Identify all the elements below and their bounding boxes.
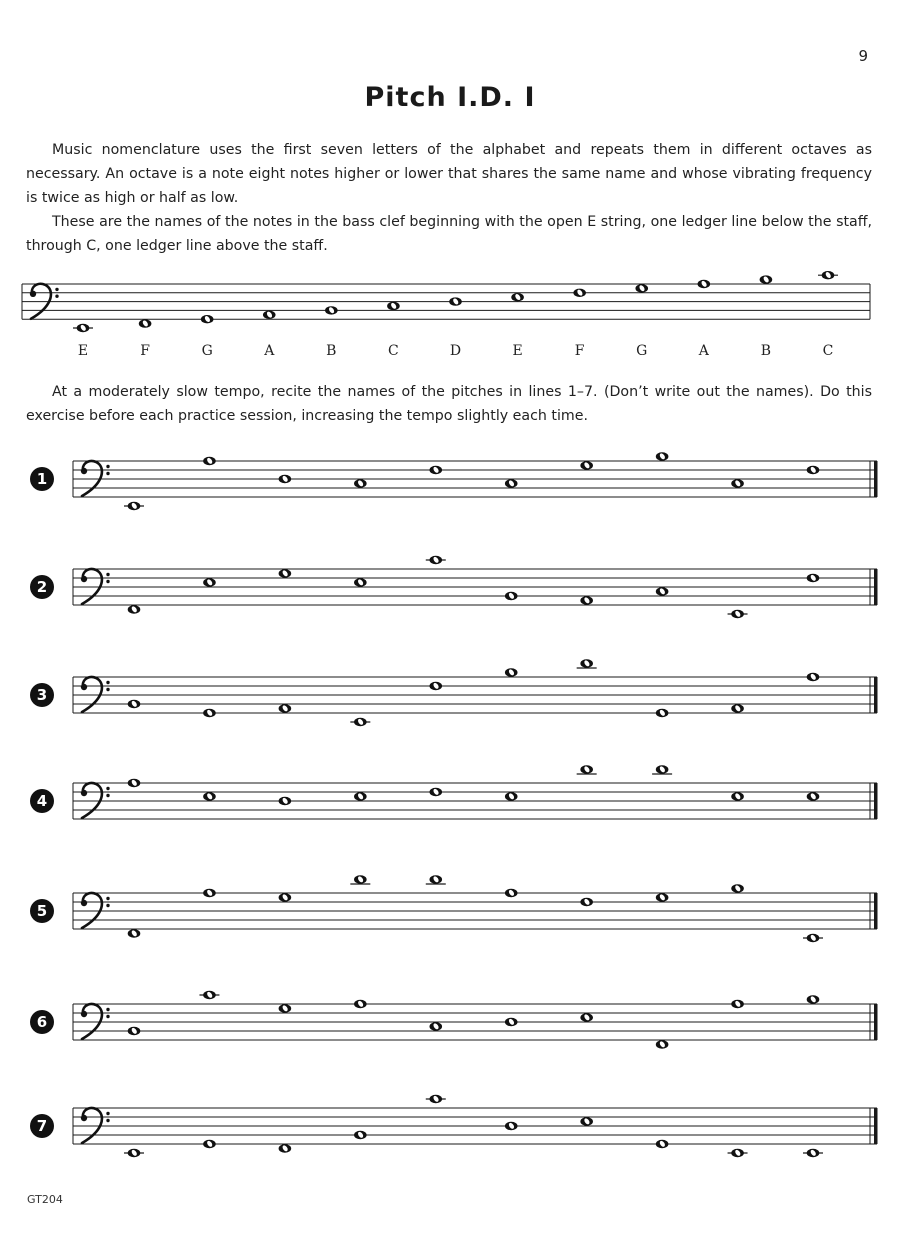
intro-paragraph-1: Music nomenclature uses the first seven letters of the alphabet and repeats them in different octaves as necessary. An octave is a note eight notes higher or lower that shares the same name and whose vibrating frequency is twice as high or half as low. xyxy=(26,142,872,206)
whole-note xyxy=(807,673,820,681)
whole-note xyxy=(656,1140,669,1148)
whole-note xyxy=(818,271,838,279)
whole-note xyxy=(279,1004,292,1012)
intro-paragraph-2: These are the names of the notes in the bass clef beginning with the open E string, one ledger line below the staff, through C, one ledger line above the staff. xyxy=(26,214,872,254)
footer-code: GT204 xyxy=(27,1193,63,1206)
final-barline-thick xyxy=(874,677,878,713)
note-name-label: C xyxy=(388,343,399,360)
line-number-badge xyxy=(30,683,54,707)
whole-note xyxy=(128,1027,141,1035)
line-number: 7 xyxy=(36,1117,48,1135)
whole-note xyxy=(577,659,597,668)
whole-note xyxy=(201,315,214,323)
final-barline-thick xyxy=(874,569,878,605)
whole-note xyxy=(354,578,367,586)
exercise-line-5 xyxy=(0,872,900,962)
whole-note xyxy=(279,704,292,712)
whole-note xyxy=(728,610,748,618)
note-name-label: G xyxy=(636,343,648,360)
whole-note xyxy=(350,875,370,884)
note-name-label: A xyxy=(264,343,275,360)
note-name-label: B xyxy=(326,343,337,360)
final-barline-thick xyxy=(874,893,878,929)
line-number: 2 xyxy=(36,578,48,596)
note-name-label: G xyxy=(201,343,213,360)
exercise-line-6 xyxy=(0,983,900,1073)
note-name-label: E xyxy=(77,343,89,360)
whole-note xyxy=(124,1149,144,1157)
whole-note xyxy=(580,596,593,604)
line-number-badge xyxy=(30,789,54,813)
line-number: 6 xyxy=(36,1013,48,1031)
whole-note xyxy=(807,792,820,800)
line-number-badge xyxy=(30,899,54,923)
whole-note xyxy=(325,306,338,314)
whole-note xyxy=(577,765,597,774)
whole-note xyxy=(580,461,593,469)
whole-note xyxy=(203,1140,216,1148)
whole-note xyxy=(354,1000,367,1008)
bass-clef-icon xyxy=(81,893,110,928)
staff xyxy=(73,1004,878,1040)
whole-note xyxy=(656,452,669,460)
whole-note xyxy=(387,302,400,310)
staff xyxy=(73,461,878,497)
bass-clef-icon xyxy=(81,677,110,712)
staff xyxy=(73,893,878,929)
bass-clef-icon xyxy=(81,1004,110,1039)
whole-note xyxy=(731,704,744,712)
note-name-label: F xyxy=(574,343,585,360)
whole-note xyxy=(73,324,93,332)
whole-note xyxy=(731,884,744,892)
line-number-badge xyxy=(30,1010,54,1034)
note-name-label: F xyxy=(140,343,150,360)
whole-note xyxy=(505,668,518,676)
whole-note xyxy=(573,289,586,297)
whole-note xyxy=(203,889,216,897)
whole-note xyxy=(124,502,144,510)
exercise-line-2 xyxy=(0,548,900,638)
instructions-paragraph: At a moderately slow tempo, recite the names of the pitches in lines 1–7. (Don’t write out the names). Do this exercise before each practice session, increasing the tempo slightly each time. xyxy=(26,384,872,424)
final-barline-thick xyxy=(874,1004,878,1040)
whole-note xyxy=(426,875,446,884)
whole-note xyxy=(656,1040,669,1048)
note-name-label: B xyxy=(760,343,772,360)
whole-note xyxy=(580,1013,593,1021)
whole-note xyxy=(128,929,141,937)
whole-note xyxy=(429,788,442,796)
exercise-line-4 xyxy=(0,762,900,852)
whole-note xyxy=(350,718,370,726)
note-name-label: D xyxy=(449,343,462,360)
staff xyxy=(22,284,870,319)
line-number: 1 xyxy=(36,470,48,488)
whole-note xyxy=(505,792,518,800)
whole-note xyxy=(139,319,152,327)
whole-note xyxy=(652,765,672,774)
exercise-line-1 xyxy=(0,440,900,530)
whole-note xyxy=(426,556,446,564)
whole-note xyxy=(203,457,216,465)
whole-note xyxy=(760,275,773,283)
whole-note xyxy=(731,792,744,800)
staff xyxy=(73,783,878,819)
bass-clef-icon xyxy=(81,461,110,496)
whole-note xyxy=(203,709,216,717)
note-name-label: C xyxy=(822,343,834,360)
whole-note xyxy=(199,991,219,999)
whole-note xyxy=(279,1144,292,1152)
bass-clef-icon xyxy=(81,1108,110,1143)
whole-note xyxy=(635,284,648,292)
whole-note xyxy=(354,792,367,800)
line-number-badge xyxy=(30,467,54,491)
staff xyxy=(73,569,878,605)
staff xyxy=(73,677,878,713)
whole-note xyxy=(429,1022,442,1030)
whole-note xyxy=(807,574,820,582)
whole-note xyxy=(731,1000,744,1008)
line-number-badge xyxy=(30,1114,54,1138)
whole-note xyxy=(449,297,462,305)
whole-note xyxy=(279,797,292,805)
whole-note xyxy=(263,311,276,319)
whole-note xyxy=(426,1095,446,1103)
note-name-label: A xyxy=(698,343,709,360)
note-name-label: E xyxy=(512,343,523,360)
whole-note xyxy=(279,569,292,577)
whole-note xyxy=(279,475,292,483)
whole-note xyxy=(731,479,744,487)
final-barline-thick xyxy=(874,783,878,819)
whole-note xyxy=(505,1122,518,1130)
whole-note xyxy=(807,466,820,474)
whole-note xyxy=(128,779,141,787)
whole-note xyxy=(656,587,669,595)
whole-note xyxy=(128,700,141,708)
whole-note xyxy=(511,293,524,301)
whole-note xyxy=(728,1149,748,1157)
final-barline-thick xyxy=(874,1108,878,1144)
line-number: 5 xyxy=(36,902,48,920)
whole-note xyxy=(505,889,518,897)
bass-clef-icon xyxy=(81,569,110,604)
page-title: Pitch I.D. I xyxy=(364,82,536,113)
whole-note xyxy=(505,1018,518,1026)
line-number-badge xyxy=(30,575,54,599)
whole-note xyxy=(698,280,711,288)
whole-note xyxy=(128,605,141,613)
staff xyxy=(73,1108,878,1144)
whole-note xyxy=(203,792,216,800)
whole-note xyxy=(803,1149,823,1157)
whole-note xyxy=(279,893,292,901)
whole-note xyxy=(803,934,823,942)
whole-note xyxy=(505,592,518,600)
reference-scale-staff xyxy=(0,265,900,365)
page-number: 9 xyxy=(858,47,868,65)
whole-note xyxy=(354,479,367,487)
whole-note xyxy=(354,1131,367,1139)
whole-note xyxy=(429,682,442,690)
whole-note xyxy=(203,578,216,586)
whole-note xyxy=(656,893,669,901)
whole-note xyxy=(505,479,518,487)
whole-note xyxy=(807,995,820,1003)
exercise-line-7 xyxy=(0,1087,900,1177)
exercise-line-3 xyxy=(0,656,900,746)
whole-note xyxy=(656,709,669,717)
line-number: 3 xyxy=(36,686,48,704)
whole-note xyxy=(580,1117,593,1125)
whole-note xyxy=(429,466,442,474)
bass-clef-icon xyxy=(81,783,110,818)
whole-note xyxy=(580,898,593,906)
line-number: 4 xyxy=(36,792,48,810)
final-barline-thick xyxy=(874,461,878,497)
